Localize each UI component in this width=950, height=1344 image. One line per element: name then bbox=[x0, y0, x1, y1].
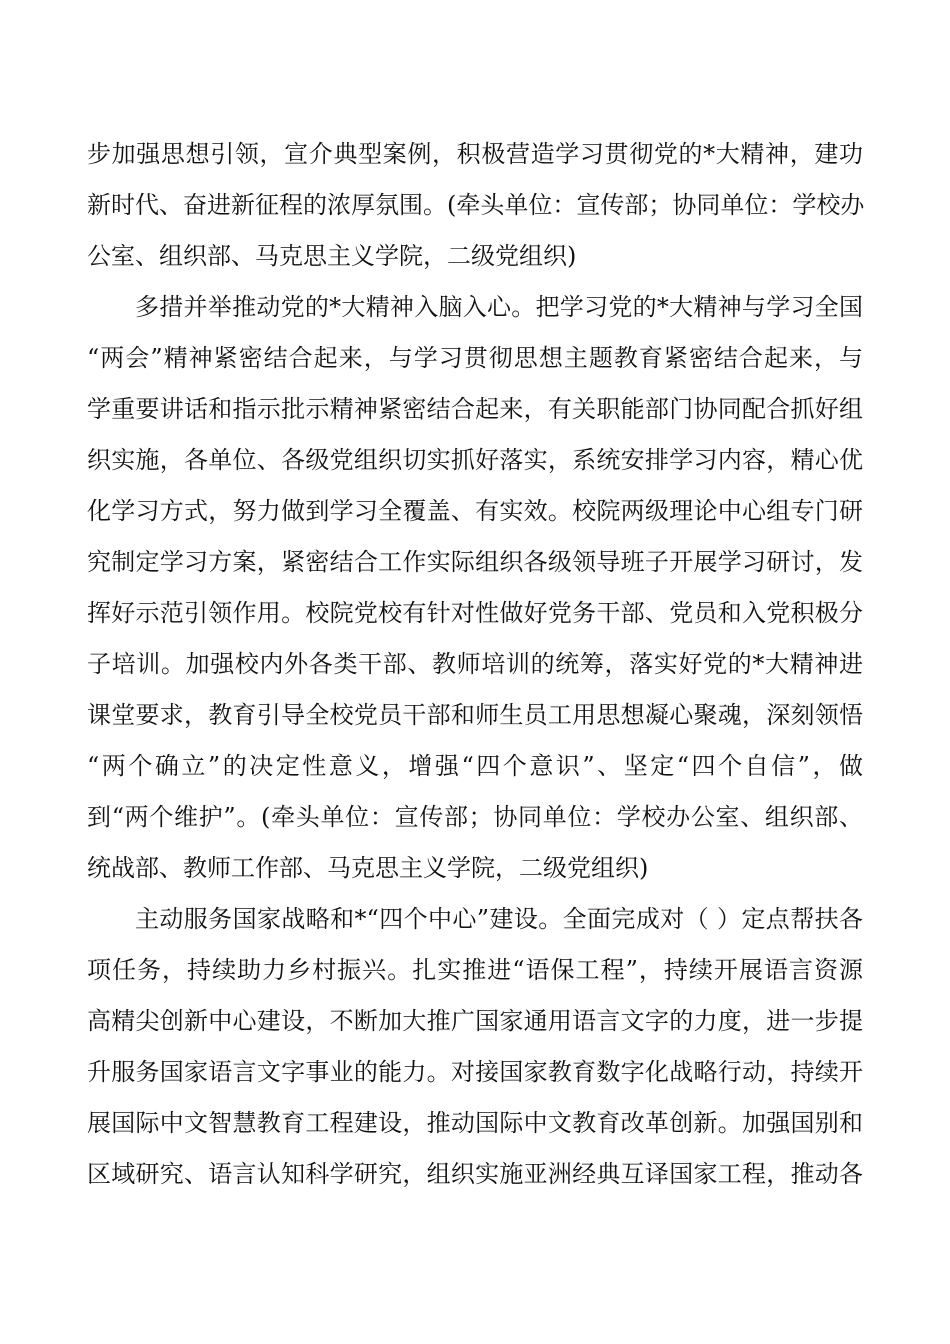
text-line: 展国际中文智慧教育工程建设，推动国际中文教育改革创新。加强国别和 bbox=[87, 1109, 863, 1137]
text-line: 步加强思想引领，宣介典型案例，积极营造学习贯彻党的*大精神，建功 bbox=[87, 140, 863, 168]
text-line: 究制定学习方案，紧密结合工作实际组织各级领导班子开展学习研讨，发 bbox=[87, 548, 863, 576]
paragraph-continuation bbox=[87, 129, 863, 282]
text-line: “两个确立”的决定性意义，增强“四个意识”、坚定“四个自信”，做 bbox=[87, 752, 863, 780]
text-line: 织实施，各单位、各级党组织切实抓好落实，系统安排学习内容，精心优 bbox=[87, 446, 863, 474]
text-line: 子培训。加强校内外各类干部、教师培训的统筹，落实好党的*大精神进 bbox=[87, 650, 863, 678]
text-line: 公室、组织部、马克思主义学院，二级党组织) bbox=[87, 242, 577, 270]
text-line: 升服务国家语言文字事业的能力。对接国家教育数字化战略行动，持续开 bbox=[87, 1058, 863, 1086]
text-line: 挥好示范引领作用。校院党校有针对性做好党务干部、党员和入党积极分 bbox=[87, 599, 863, 627]
text-line: 多措并举推动党的*大精神入脑入心。把学习党的*大精神与学习全国 bbox=[135, 293, 863, 321]
text-line: 高精尖创新中心建设，不断加大推广国家通用语言文字的力度，进一步提 bbox=[87, 1007, 863, 1035]
text-line: 学重要讲话和指示批示精神紧密结合起来，有关职能部门协同配合抓好组 bbox=[87, 395, 863, 423]
text-line: 到“两个维护”。(牵头单位：宣传部；协同单位：学校办公室、组织部、 bbox=[87, 803, 863, 831]
text-line: 化学习方式，努力做到学习全覆盖、有实效。校院两级理论中心组专门研 bbox=[87, 497, 863, 525]
paragraph-national-strategy bbox=[87, 894, 863, 1200]
text-line: 统战部、教师工作部、马克思主义学院，二级党组织) bbox=[87, 854, 649, 882]
paragraph-study-spirit bbox=[87, 282, 863, 894]
document-body bbox=[87, 129, 863, 1200]
text-line: 项任务，持续助力乡村振兴。扎实推进“语保工程”，持续开展语言资源 bbox=[87, 956, 863, 984]
text-line: 区域研究、语言认知科学研究，组织实施亚洲经典互译国家工程，推动各 bbox=[87, 1160, 863, 1188]
text-line: “两会”精神紧密结合起来，与学习贯彻思想主题教育紧密结合起来，与 bbox=[87, 344, 863, 372]
text-line: 新时代、奋进新征程的浓厚氛围。(牵头单位：宣传部；协同单位：学校办 bbox=[87, 191, 865, 219]
text-line: 主动服务国家战略和*“四个中心”建设。全面完成对（ ）定点帮扶各 bbox=[135, 905, 863, 933]
text-line: 课堂要求，教育引导全校党员干部和师生员工用思想凝心聚魂，深刻领悟 bbox=[87, 701, 863, 729]
